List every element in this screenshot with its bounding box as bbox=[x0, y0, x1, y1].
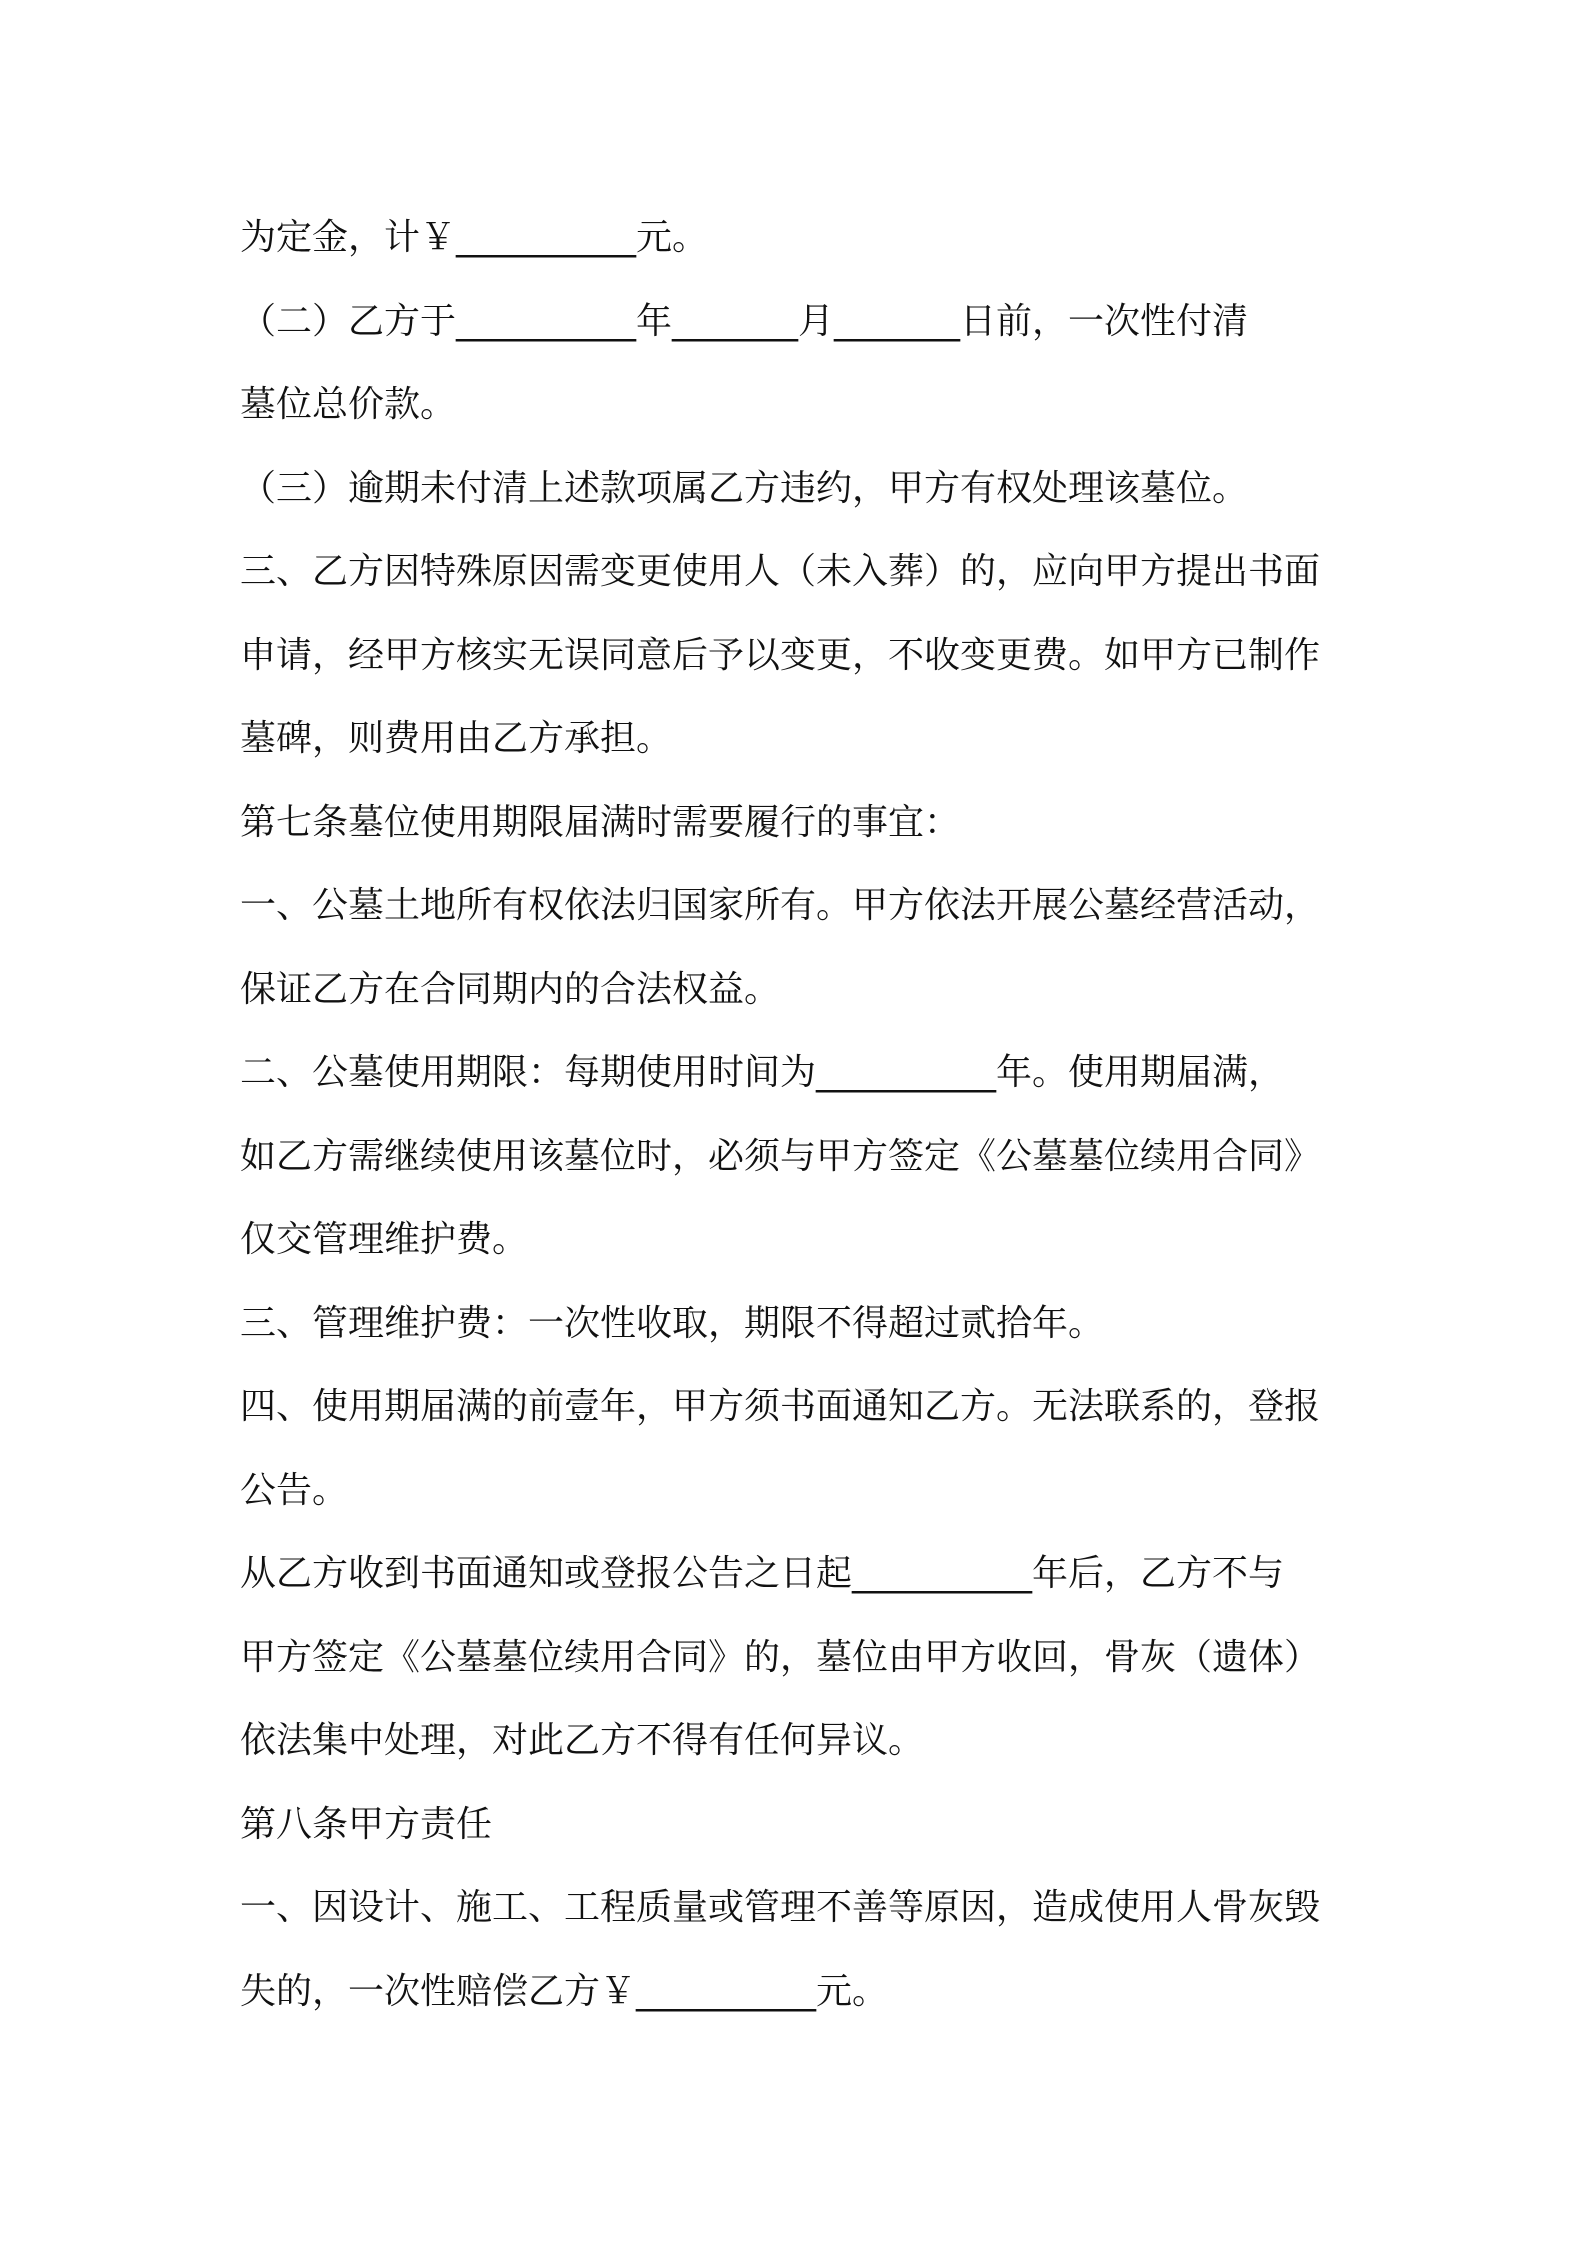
text-line: （二）乙方于__________年_______月_______日前，一次性付清 bbox=[240, 300, 1249, 342]
text-line: 仅交管理维护费。 bbox=[240, 1219, 529, 1260]
text-line: 失的，一次性赔偿乙方￥__________元。 bbox=[240, 1970, 889, 2012]
text-line: 二、公墓使用期限：每期使用时间为__________年。使用期届满， bbox=[240, 1052, 1285, 1093]
text-line: 为定金，计￥__________元。 bbox=[240, 217, 709, 258]
text-line: 甲方签定《公墓墓位续用合同》的，墓位由甲方收回，骨灰（遗体） bbox=[240, 1636, 1321, 1678]
section-heading: 第七条墓位使用期限届满时需要履行的事宜： bbox=[240, 801, 961, 843]
text-line: （三）逾期未付清上述款项属乙方违约，甲方有权处理该墓位。 bbox=[240, 467, 1249, 509]
text-line: 如乙方需继续使用该墓位时，必须与甲方签定《公墓墓位续用合同》 bbox=[240, 1135, 1321, 1177]
text-line: 公告。 bbox=[240, 1469, 349, 1511]
text-line: 墓位总价款。 bbox=[240, 384, 457, 425]
text-line: 三、乙方因特殊原因需变更使用人（未入葬）的，应向甲方提出书面 bbox=[240, 551, 1321, 592]
text-line: 申请，经甲方核实无误同意后予以变更，不收变更费。如甲方已制作 bbox=[240, 634, 1321, 676]
section-heading: 第八条甲方责任 bbox=[240, 1803, 493, 1845]
text-line: 四、使用期届满的前壹年，甲方须书面通知乙方。无法联系的，登报 bbox=[240, 1386, 1321, 1427]
text-line: 保证乙方在合同期内的合法权益。 bbox=[240, 968, 781, 1010]
text-line: 一、公墓土地所有权依法归国家所有。甲方依法开展公墓经营活动， bbox=[240, 885, 1321, 926]
text-line: 墓碑，则费用由乙方承担。 bbox=[240, 718, 673, 759]
text-line: 三、管理维护费：一次性收取，期限不得超过贰拾年。 bbox=[240, 1302, 1105, 1344]
text-line: 从乙方收到书面通知或登报公告之日起__________年后，乙方不与 bbox=[240, 1553, 1285, 1594]
contract-body bbox=[240, 196, 1360, 2033]
text-line: 依法集中处理，对此乙方不得有任何异议。 bbox=[240, 1720, 925, 1761]
text-line: 一、因设计、施工、工程质量或管理不善等原因，造成使用人骨灰毁 bbox=[240, 1887, 1321, 1928]
